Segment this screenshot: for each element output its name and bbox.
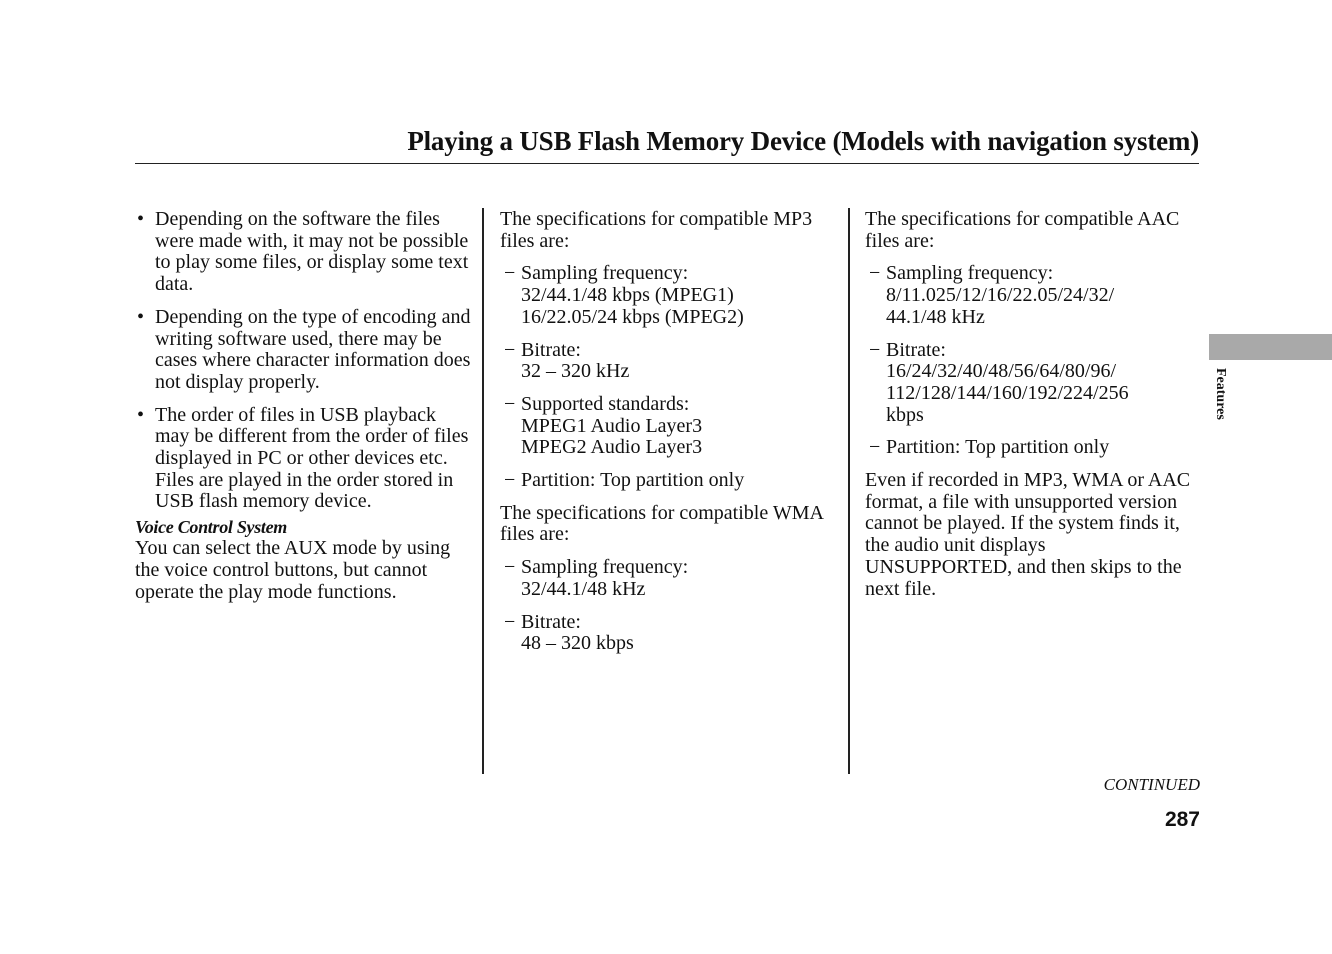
spec-label: Bitrate: — [521, 338, 581, 361]
spec-value: MPEG1 Audio Layer3 — [521, 414, 703, 437]
dash-marker: − — [869, 436, 881, 459]
title-divider — [135, 163, 1199, 164]
dash-marker: − — [504, 610, 516, 633]
aac-intro: The specifications for compatible AAC files are: — [865, 208, 1180, 252]
spec-value: 32/44.1/48 kbps (MPEG1) — [521, 284, 734, 307]
bullet-item: • The order of files in USB playback may be different from the order of files displayed in PC or other devices etc. Files are played in the order stored in USB flash memory device. — [135, 405, 471, 514]
spec-value: 16/22.05/24 kbps (MPEG2) — [521, 305, 744, 328]
wma-intro: The specifications for compatible WMA files are: — [500, 501, 823, 546]
dash-marker: − — [504, 556, 516, 579]
spec-item — [500, 394, 830, 459]
spec-value: 112/128/144/160/192/224/256 — [886, 381, 1129, 404]
spec-value: 44.1/48 kHz — [886, 305, 985, 328]
spec-value: kbps — [886, 403, 924, 426]
spec-label: Supported standards: — [521, 392, 690, 415]
spec-value: 32/44.1/48 kHz — [521, 577, 646, 600]
column-divider — [482, 208, 484, 774]
voice-control-paragraph: You can select the AUX mode by using the voice control buttons, but cannot operate the play mode functions. — [135, 537, 451, 603]
page-title: Playing a USB Flash Memory Device (Models with navigation system) — [407, 126, 1199, 156]
bullet-item: • Depending on the type of encoding and writing software used, there may be cases where character information does not display properly. — [135, 307, 471, 394]
dash-marker: − — [504, 338, 516, 361]
spec-item — [500, 263, 830, 328]
bullet-item: • Depending on the software the files were made with, it may not be possible to play some files, or display some text data. — [135, 209, 471, 296]
page-number: 287 — [1164, 808, 1200, 831]
spec-label: Bitrate: — [886, 338, 946, 361]
column-right — [865, 209, 1195, 600]
dash-marker: − — [504, 262, 516, 285]
unsupported-note: Even if recorded in MP3, WMA or AAC format, a file with unsupported version cannot be played. If the system finds it, the audio unit displays UNSUPPORTED, and then skips to the next file. — [865, 469, 1191, 600]
spec-item — [500, 340, 830, 383]
column-left — [135, 209, 471, 603]
dash-marker: − — [504, 469, 516, 492]
spec-item — [500, 470, 830, 492]
spec-item — [865, 437, 1195, 459]
spec-label: Bitrate: — [521, 610, 581, 633]
spec-label: Sampling frequency: — [521, 556, 689, 579]
spec-item — [865, 263, 1195, 328]
section-tab-marker — [1209, 334, 1332, 360]
continued-label: CONTINUED — [1103, 775, 1200, 794]
voice-control-subheading: Voice Control System — [135, 517, 288, 538]
column-middle — [500, 209, 830, 666]
spec-item — [500, 557, 830, 600]
spec-value: 48 – 320 kbps — [521, 632, 634, 655]
spec-label: Partition: Top partition only — [521, 469, 745, 492]
spec-value: MPEG2 Audio Layer3 — [521, 436, 703, 459]
spec-label: Partition: Top partition only — [886, 436, 1110, 459]
spec-value: 16/24/32/40/48/56/64/80/96/ — [886, 360, 1117, 383]
spec-value: 8/11.025/12/16/22.05/24/32/ — [886, 284, 1115, 307]
dash-marker: − — [869, 338, 881, 361]
bullet-list — [135, 209, 471, 513]
spec-item — [865, 340, 1195, 427]
section-tab-label: Features — [1213, 368, 1228, 420]
dash-marker: − — [869, 262, 881, 285]
column-divider — [848, 208, 850, 774]
spec-label: Sampling frequency: — [886, 262, 1054, 285]
mp3-intro: The specifications for compatible MP3 files are: — [500, 208, 813, 252]
spec-item — [500, 612, 830, 655]
dash-marker: − — [504, 392, 516, 415]
spec-value: 32 – 320 kHz — [521, 360, 630, 383]
spec-label: Sampling frequency: — [521, 262, 689, 285]
